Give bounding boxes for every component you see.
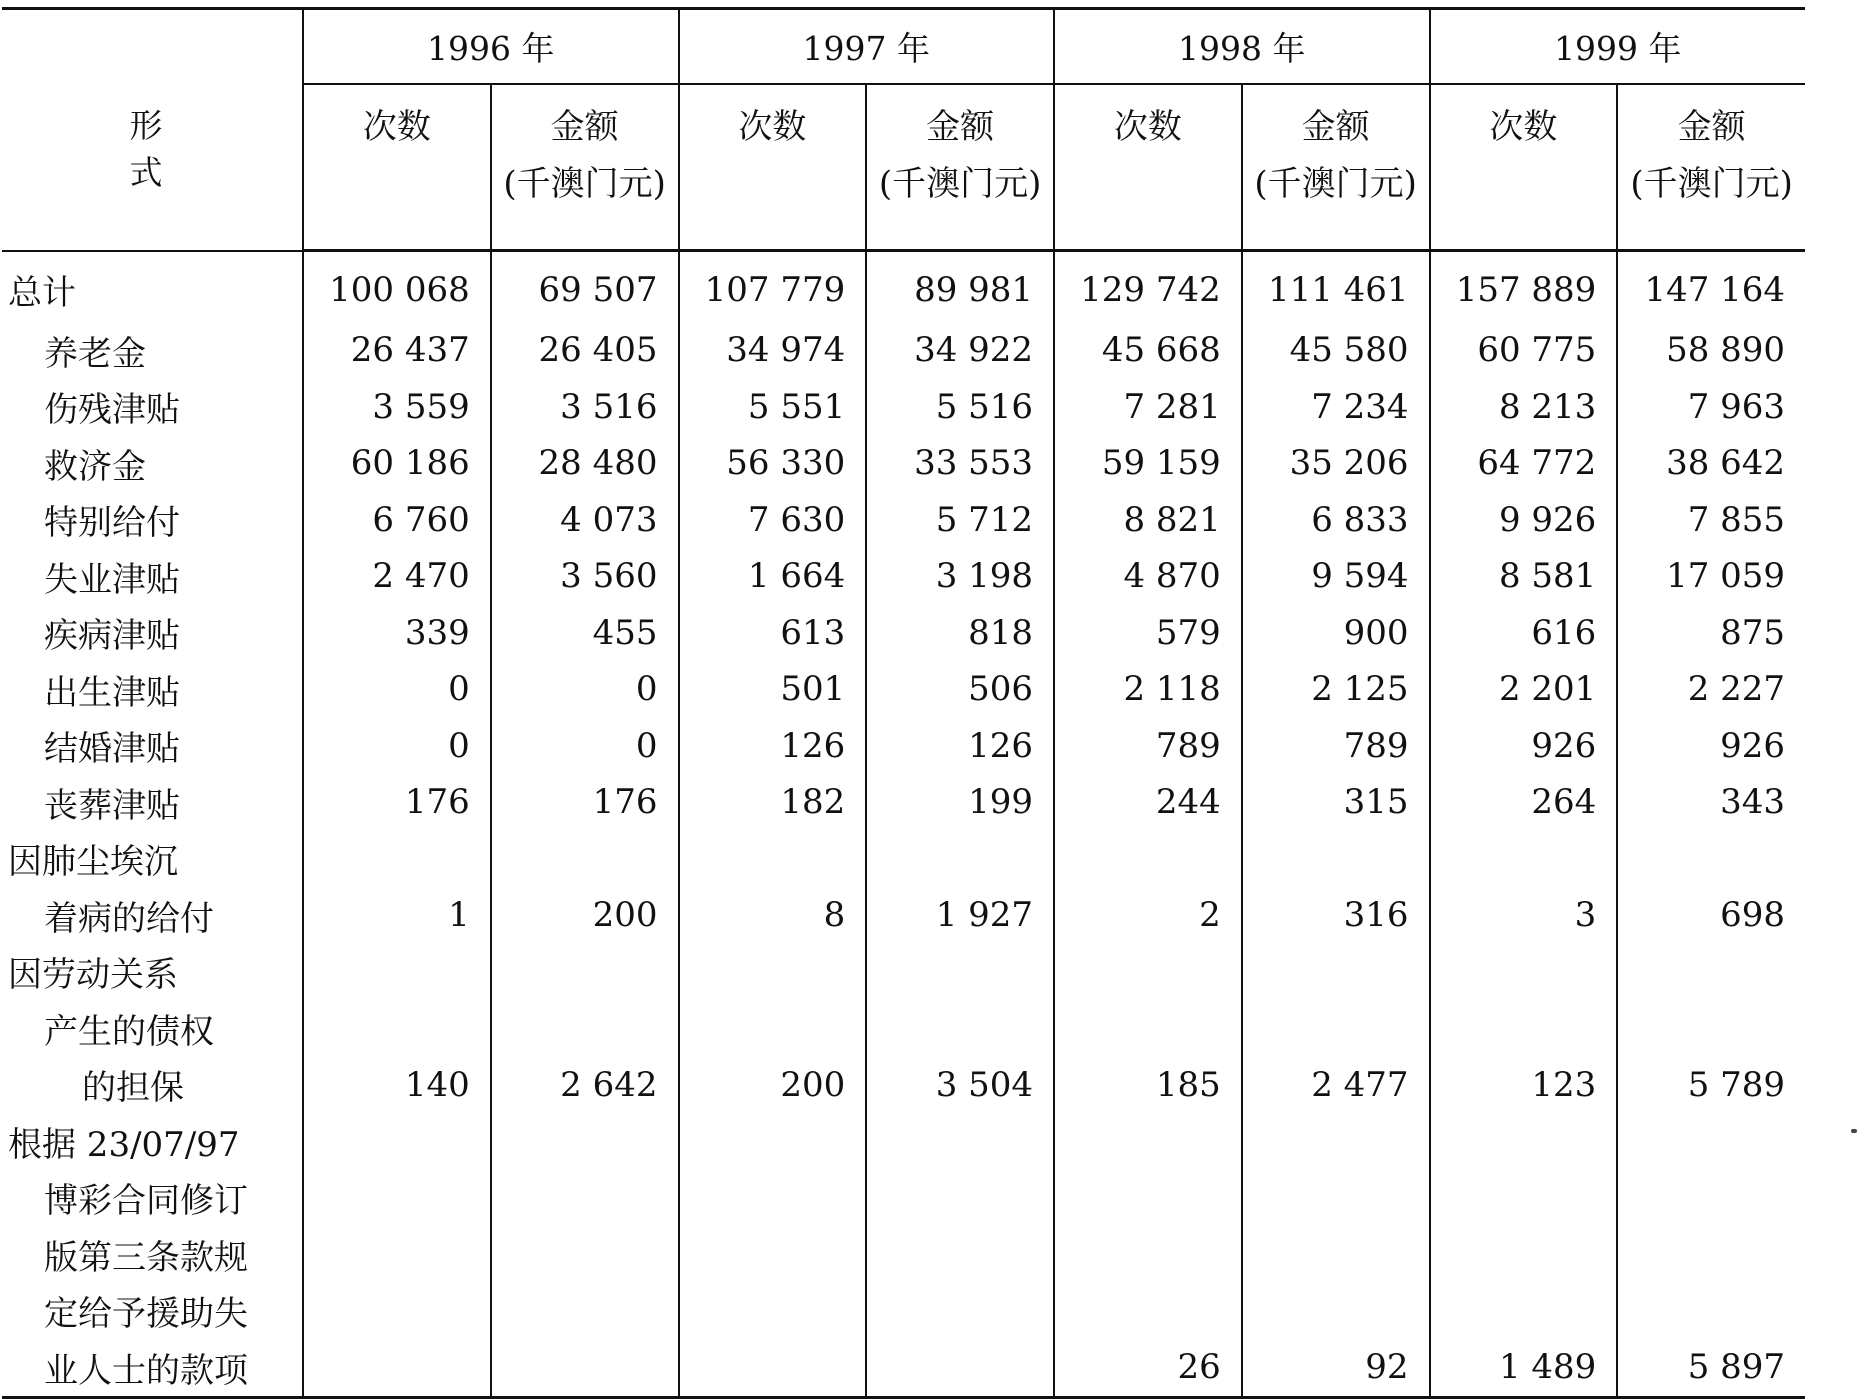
count-cell [679, 944, 867, 1001]
count-cell: 3 [1430, 887, 1618, 944]
count-cell [1430, 1113, 1618, 1170]
amount-cell [866, 944, 1054, 1001]
count-cell [1430, 1226, 1618, 1283]
amount-cell [491, 1226, 679, 1283]
count-cell: 264 [1430, 774, 1618, 831]
amount-header-line1: 金额 [1677, 107, 1746, 147]
count-cell: 26 437 [303, 322, 491, 379]
amount-cell [1617, 1170, 1805, 1227]
count-cell: 789 [1054, 718, 1242, 775]
count-cell: 8 581 [1430, 548, 1618, 605]
count-cell [679, 1226, 867, 1283]
benefits-table [2, 7, 1805, 1399]
amount-cell [1242, 944, 1430, 1001]
amount-cell [491, 1170, 679, 1227]
count-cell: 60 186 [303, 435, 491, 492]
count-cell: 2 118 [1054, 661, 1242, 718]
amount-cell: 789 [1242, 718, 1430, 775]
amount-cell [1242, 831, 1430, 888]
amount-cell: 147 164 [1617, 251, 1805, 323]
amount-cell [1617, 1226, 1805, 1283]
count-cell [1430, 1283, 1618, 1340]
amount-cell: 698 [1617, 887, 1805, 944]
amount-cell: 316 [1242, 887, 1430, 944]
year-header-1996: 1996 年 [303, 9, 679, 85]
amount-cell [491, 1339, 679, 1397]
table-row [2, 1226, 1805, 1283]
amount-cell [866, 1226, 1054, 1283]
count-cell [1054, 1113, 1242, 1170]
count-cell: 926 [1430, 718, 1618, 775]
amount-cell [866, 831, 1054, 888]
amount-cell: 900 [1242, 605, 1430, 662]
count-cell [303, 1339, 491, 1397]
table-row [2, 322, 1805, 379]
count-cell: 123 [1430, 1057, 1618, 1114]
amount-cell: 7 963 [1617, 379, 1805, 436]
count-cell: 579 [1054, 605, 1242, 662]
table-row [2, 774, 1805, 831]
count-cell [303, 831, 491, 888]
count-cell: 59 159 [1054, 435, 1242, 492]
amount-cell: 2 477 [1242, 1057, 1430, 1114]
count-cell: 200 [679, 1057, 867, 1114]
count-cell: 126 [679, 718, 867, 775]
count-header: 次数 [1430, 84, 1618, 251]
amount-cell: 506 [866, 661, 1054, 718]
amount-cell: 2 227 [1617, 661, 1805, 718]
amount-cell: 1 927 [866, 887, 1054, 944]
count-cell [303, 944, 491, 1001]
row-label: 因肺尘埃沉 [8, 842, 178, 883]
amount-cell [866, 1170, 1054, 1227]
row-label: 特别给付 [44, 503, 180, 544]
amount-cell [866, 1283, 1054, 1340]
amount-cell [1242, 1113, 1430, 1170]
count-cell: 157 889 [1430, 251, 1618, 323]
count-cell [303, 1000, 491, 1057]
count-cell: 100 068 [303, 251, 491, 323]
row-label: 救济金 [44, 446, 146, 487]
count-cell [1430, 944, 1618, 1001]
amount-cell: 38 642 [1617, 435, 1805, 492]
row-label: 定给予援助失 [44, 1294, 248, 1335]
amount-cell [491, 1000, 679, 1057]
row-label: 产生的债权 [44, 1011, 214, 1052]
count-cell: 26 [1054, 1339, 1242, 1397]
count-cell: 1 664 [679, 548, 867, 605]
amount-cell: 3 198 [866, 548, 1054, 605]
amount-cell: 176 [491, 774, 679, 831]
count-cell: 34 974 [679, 322, 867, 379]
amount-cell [491, 1283, 679, 1340]
row-label: 着病的给付 [44, 898, 214, 939]
amount-cell: 455 [491, 605, 679, 662]
amount-cell [1617, 1000, 1805, 1057]
amount-cell: 17 059 [1617, 548, 1805, 605]
count-cell: 0 [303, 718, 491, 775]
row-label: 业人士的款项 [2, 1339, 303, 1397]
amount-header-unit: (千澳门元) [1254, 164, 1417, 204]
count-cell: 129 742 [1054, 251, 1242, 323]
amount-cell [1617, 944, 1805, 1001]
count-cell: 5 551 [679, 379, 867, 436]
count-cell [1054, 1226, 1242, 1283]
count-cell: 8 [679, 887, 867, 944]
form-column-header: 形 式 [2, 9, 303, 251]
amount-cell [1617, 831, 1805, 888]
stray-mark [1851, 1129, 1857, 1133]
amount-cell: 875 [1617, 605, 1805, 662]
table-row [2, 831, 1805, 888]
amount-cell: 111 461 [1242, 251, 1430, 323]
count-cell: 107 779 [679, 251, 867, 323]
table-row [2, 1339, 1805, 1397]
count-cell: 56 330 [679, 435, 867, 492]
amount-cell [1242, 1226, 1430, 1283]
amount-cell: 45 580 [1242, 322, 1430, 379]
amount-cell: 3 504 [866, 1057, 1054, 1114]
amount-cell: 89 981 [866, 251, 1054, 323]
table-row [2, 1057, 1805, 1114]
count-cell: 185 [1054, 1057, 1242, 1114]
amount-cell: 0 [491, 661, 679, 718]
amount-cell: 3 560 [491, 548, 679, 605]
amount-cell: 9 594 [1242, 548, 1430, 605]
count-cell [1430, 1000, 1618, 1057]
amount-cell: 5 516 [866, 379, 1054, 436]
amount-header-unit: (千澳门元) [503, 164, 666, 204]
count-cell [679, 1339, 867, 1397]
count-cell: 616 [1430, 605, 1618, 662]
amount-cell: 126 [866, 718, 1054, 775]
count-cell: 2 [1054, 887, 1242, 944]
count-cell [1430, 1170, 1618, 1227]
count-cell: 339 [303, 605, 491, 662]
amount-cell: 343 [1617, 774, 1805, 831]
amount-cell: 2 642 [491, 1057, 679, 1114]
amount-cell: 7 234 [1242, 379, 1430, 436]
count-cell [303, 1113, 491, 1170]
count-cell: 501 [679, 661, 867, 718]
amount-cell: 5 712 [866, 492, 1054, 549]
row-label: 丧葬津贴 [44, 785, 180, 826]
count-cell: 0 [303, 661, 491, 718]
table-body [2, 251, 1805, 1398]
amount-cell: 33 553 [866, 435, 1054, 492]
row-label: 的担保 [82, 1068, 184, 1109]
year-header-1997: 1997 年 [679, 9, 1055, 85]
table-row [2, 548, 1805, 605]
amount-header-line1: 金额 [1301, 107, 1370, 147]
amount-cell [491, 1113, 679, 1170]
count-cell [1430, 831, 1618, 888]
count-cell: 45 668 [1054, 322, 1242, 379]
count-cell [679, 831, 867, 888]
count-cell: 244 [1054, 774, 1242, 831]
count-cell: 9 926 [1430, 492, 1618, 549]
amount-header-unit: (千澳门元) [878, 164, 1042, 204]
count-cell: 176 [303, 774, 491, 831]
row-label: 养老金 [44, 333, 146, 374]
row-label: 结婚津贴 [44, 729, 180, 770]
table-row [2, 492, 1805, 549]
count-cell [679, 1000, 867, 1057]
table-row [2, 1000, 1805, 1057]
amount-cell: 5 789 [1617, 1057, 1805, 1114]
table-row [2, 718, 1805, 775]
amount-cell: 69 507 [491, 251, 679, 323]
amount-cell [866, 1000, 1054, 1057]
amount-cell: 34 922 [866, 322, 1054, 379]
amount-cell [1242, 1283, 1430, 1340]
amount-cell [1617, 1113, 1805, 1170]
amount-cell: 2 125 [1242, 661, 1430, 718]
table-row [2, 887, 1805, 944]
amount-cell: 5 897 [1617, 1339, 1805, 1397]
table-row [2, 251, 1805, 323]
table-row [2, 1283, 1805, 1340]
amount-cell: 199 [866, 774, 1054, 831]
count-cell: 60 775 [1430, 322, 1618, 379]
table-row [2, 1170, 1805, 1227]
table-row [2, 605, 1805, 662]
year-header-1999: 1999 年 [1430, 9, 1806, 85]
amount-cell: 926 [1617, 718, 1805, 775]
amount-cell [866, 1113, 1054, 1170]
amount-cell [1242, 1170, 1430, 1227]
amount-cell [866, 1339, 1054, 1397]
count-cell [1054, 944, 1242, 1001]
row-label: 版第三条款规 [44, 1237, 248, 1278]
amount-cell: 28 480 [491, 435, 679, 492]
row-label: 总计 [8, 273, 76, 314]
amount-cell: 58 890 [1617, 322, 1805, 379]
count-cell: 7 281 [1054, 379, 1242, 436]
count-cell: 1 [303, 887, 491, 944]
row-label: 因劳动关系 [8, 955, 178, 996]
count-cell [679, 1283, 867, 1340]
amount-cell [1242, 1000, 1430, 1057]
count-cell: 2 201 [1430, 661, 1618, 718]
count-cell [303, 1226, 491, 1283]
count-cell: 8 213 [1430, 379, 1618, 436]
amount-cell: 3 516 [491, 379, 679, 436]
amount-cell: 7 855 [1617, 492, 1805, 549]
amount-header [1617, 84, 1805, 251]
count-header: 次数 [303, 84, 491, 251]
row-label: 疾病津贴 [44, 616, 180, 657]
amount-cell [491, 831, 679, 888]
amount-header [866, 84, 1054, 251]
row-label: 出生津贴 [44, 672, 180, 713]
amount-header-line1: 金额 [926, 107, 995, 147]
amount-cell [491, 944, 679, 1001]
amount-cell: 6 833 [1242, 492, 1430, 549]
count-cell [1054, 831, 1242, 888]
year-header-1998: 1998 年 [1054, 9, 1430, 85]
amount-cell: 4 073 [491, 492, 679, 549]
count-cell: 182 [679, 774, 867, 831]
amount-cell: 35 206 [1242, 435, 1430, 492]
count-cell: 4 870 [1054, 548, 1242, 605]
amount-header [1242, 84, 1430, 251]
table-header [2, 9, 1805, 251]
row-label: 博彩合同修订 [44, 1181, 248, 1222]
count-cell [303, 1170, 491, 1227]
row-label: 根据 23/07/97 [8, 1124, 240, 1165]
table-row [2, 379, 1805, 436]
count-cell: 2 470 [303, 548, 491, 605]
count-cell: 3 559 [303, 379, 491, 436]
table-row [2, 944, 1805, 1001]
count-cell: 7 630 [679, 492, 867, 549]
count-cell: 613 [679, 605, 867, 662]
count-cell: 1 489 [1430, 1339, 1618, 1397]
count-cell [1054, 1000, 1242, 1057]
amount-header-unit: (千澳门元) [1630, 164, 1793, 204]
count-cell [303, 1283, 491, 1340]
table-row [2, 435, 1805, 492]
amount-cell: 818 [866, 605, 1054, 662]
count-cell: 140 [303, 1057, 491, 1114]
row-label: 失业津贴 [44, 559, 180, 600]
count-cell [679, 1170, 867, 1227]
count-cell [679, 1113, 867, 1170]
amount-header-line1: 金额 [550, 107, 619, 147]
count-header: 次数 [1054, 84, 1242, 251]
amount-cell: 315 [1242, 774, 1430, 831]
count-cell: 64 772 [1430, 435, 1618, 492]
amount-cell: 92 [1242, 1339, 1430, 1397]
table-row [2, 1113, 1805, 1170]
count-cell [1054, 1283, 1242, 1340]
amount-cell: 26 405 [491, 322, 679, 379]
count-header: 次数 [679, 84, 867, 251]
row-label: 伤残津贴 [44, 390, 180, 431]
count-cell: 8 821 [1054, 492, 1242, 549]
amount-cell: 0 [491, 718, 679, 775]
count-cell: 6 760 [303, 492, 491, 549]
amount-cell: 200 [491, 887, 679, 944]
amount-header [491, 84, 679, 251]
count-cell [1054, 1170, 1242, 1227]
amount-cell [1617, 1283, 1805, 1340]
table-row [2, 661, 1805, 718]
